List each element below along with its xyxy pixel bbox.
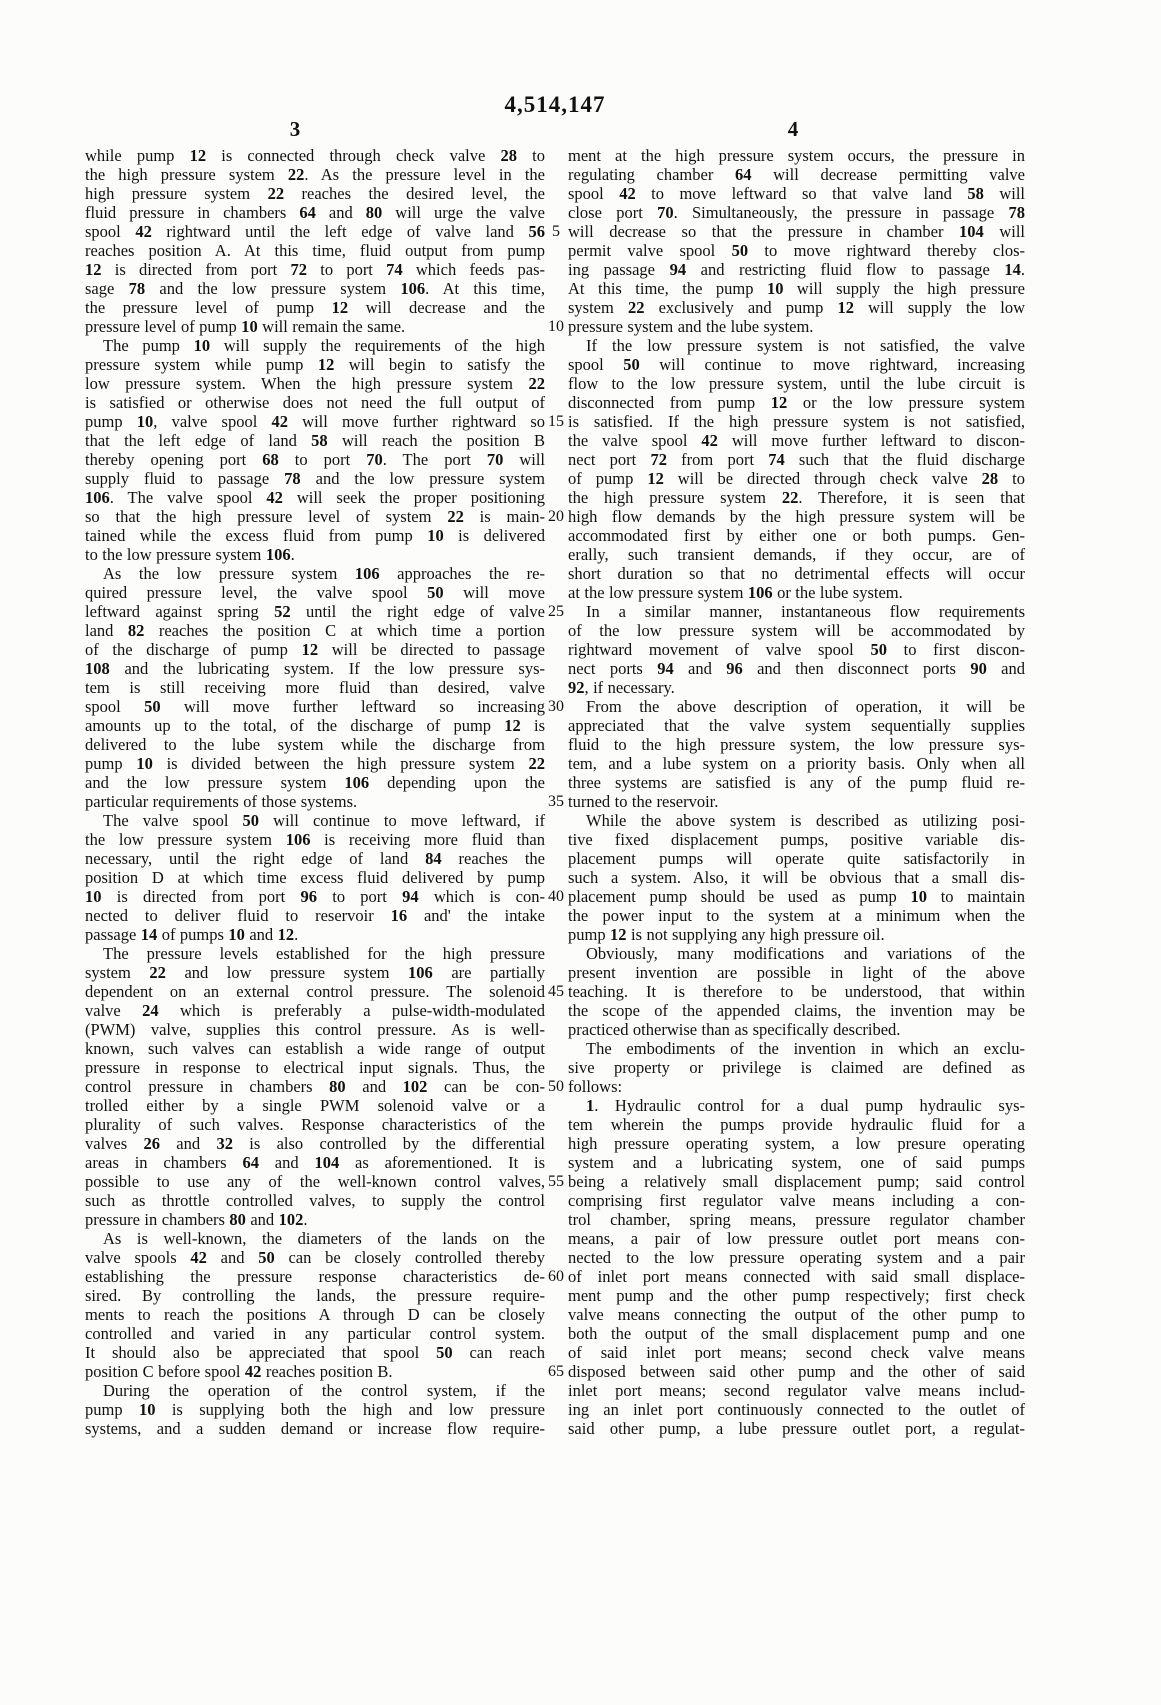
text-line: In a similar manner, instantaneous flow requirements [586, 602, 1025, 621]
text-line: sive property or privilege is claimed are defined as [568, 1058, 1025, 1077]
text-line: high pressure system 22 reaches the desired level, the [85, 184, 545, 203]
text-line: erally, such transient demands, if they occur, are of [568, 545, 1025, 564]
text-line: ment at the high pressure system occurs, the pressure in [568, 146, 1025, 165]
text-line: the valve spool 42 will move further leftward to discon- [568, 431, 1025, 450]
text-line: ing an inlet port continuously connected to the outlet of [568, 1400, 1025, 1419]
text-line: During the operation of the control system, if the [103, 1381, 545, 1400]
text-line: being a relatively small displacement pump; said control [568, 1172, 1025, 1191]
text-line: practiced otherwise than as specifically described. [568, 1020, 901, 1039]
text-line: fluid pressure in chambers 64 and 80 will urge the valve [85, 203, 545, 222]
text-line: the low pressure system 106 is receiving more fluid than [85, 830, 545, 849]
paragraph [568, 944, 1025, 1039]
paragraph [85, 146, 545, 336]
paragraph [85, 1381, 545, 1438]
text-line: delivered to the lube system while the discharge from [85, 735, 545, 754]
paragraph [568, 697, 1025, 811]
line-number: 40 [548, 888, 564, 905]
text-line: amounts up to the total, of the discharge of pump 12 is [85, 716, 545, 735]
text-line: spool 50 will continue to move rightward, increasing [568, 355, 1025, 374]
text-line: follows: [568, 1077, 623, 1096]
text-line: at the low pressure system 106 or the lube system. [568, 583, 903, 602]
text-line: land 82 reaches the position C at which time a portion [85, 621, 545, 640]
text-line: valve means connecting the output of the other pump to [568, 1305, 1025, 1324]
line-number: 55 [548, 1173, 564, 1190]
text-line: nect ports 94 and 96 and then disconnect ports 90 and [568, 659, 1025, 678]
text-line: is satisfied or otherwise does not need the full output of [85, 393, 545, 412]
text-line: short duration so that no detrimental effects will occur [568, 564, 1025, 583]
text-line: high pressure operating system, a low presure operating [568, 1134, 1025, 1153]
text-line: placement pumps will operate quite satisfactorily in [568, 849, 1025, 868]
text-line: ing passage 94 and restricting fluid flow to passage 14. [568, 260, 1025, 279]
text-line: system and a lubricating system, one of said pumps [568, 1153, 1025, 1172]
text-line: dependent on an external control pressure. The solenoid [85, 982, 545, 1001]
paragraph [568, 1096, 1025, 1438]
text-line: means, a pair of low pressure outlet port means con- [568, 1229, 1025, 1248]
text-line: to the low pressure system 106. [85, 545, 295, 564]
text-line: pressure in response to electrical input signals. Thus, the [85, 1058, 545, 1077]
text-line: The valve spool 50 will continue to move leftward, if [103, 811, 545, 830]
text-line: appreciated that the valve system sequentially supplies [568, 716, 1025, 735]
text-line: said other pump, a lube pressure outlet port, a regulat- [568, 1419, 1025, 1438]
text-line: tive fixed displacement pumps, positive variable dis- [568, 830, 1025, 849]
text-line: will decrease so that the pressure in chamber 104 will [568, 222, 1025, 241]
paragraph [568, 336, 1025, 602]
text-line: regulating chamber 64 will decrease permitting valve [568, 165, 1025, 184]
column-number-right: 4 [787, 117, 799, 141]
text-line: inlet port means; second regulator valve means includ- [568, 1381, 1025, 1400]
text-line: 1. Hydraulic control for a dual pump hydraulic sys- [586, 1096, 1025, 1115]
line-number: 50 [548, 1078, 564, 1095]
text-line: nect port 72 from port 74 such that the fluid discharge [568, 450, 1025, 469]
text-line: of inlet port means connected with said small displace- [568, 1267, 1025, 1286]
text-line: sage 78 and the low pressure system 106. At this time, [85, 279, 545, 298]
text-line: ment pump and the other pump respectively; first check [568, 1286, 1025, 1305]
text-line: both the output of the small displacement pump and one [568, 1324, 1025, 1343]
text-line: leftward against spring 52 until the right edge of valve [85, 602, 545, 621]
text-line: thereby opening port 68 to port 70. The port 70 will [85, 450, 545, 469]
text-line: that the left edge of land 58 will reach the position B [85, 431, 545, 450]
right-text-column [568, 146, 1025, 1438]
line-number: 35 [548, 793, 564, 810]
text-line: pressure system while pump 12 will begin to satisfy the [85, 355, 545, 374]
text-line: As is well-known, the diameters of the lands on the [103, 1229, 545, 1248]
text-line: position D at which time excess fluid delivered by pump [85, 868, 545, 887]
text-line: pressure in chambers 80 and 102. [85, 1210, 308, 1229]
text-line: 106. The valve spool 42 will seek the proper positioning [85, 488, 545, 507]
text-line: While the above system is described as utilizing posi- [586, 811, 1025, 830]
text-line: At this time, the pump 10 will supply the high pressure [568, 279, 1025, 298]
text-line: If the low pressure system is not satisfied, the valve [586, 336, 1025, 355]
text-line: and the low pressure system 106 depending upon the [85, 773, 545, 792]
text-line: passage 14 of pumps 10 and 12. [85, 925, 299, 944]
text-line: close port 70. Simultaneously, the pressure in passage 78 [568, 203, 1025, 222]
patent-number: 4,514,147 [504, 92, 606, 117]
text-line: disconnected from pump 12 or the low pressure system [568, 393, 1025, 412]
text-line: so that the high pressure level of system 22 is main- [85, 507, 545, 526]
paragraph [85, 811, 545, 944]
text-line: present invention are possible in light of the above [568, 963, 1025, 982]
line-number: 30 [548, 698, 564, 715]
text-line: controlled and varied in any particular control system. [85, 1324, 545, 1343]
text-line: pump 10 is divided between the high pressure system 22 [85, 754, 545, 773]
text-line: low pressure system. When the high pressure system 22 [85, 374, 545, 393]
text-line: position C before spool 42 reaches position B. [85, 1362, 393, 1381]
line-number: 5 [552, 223, 560, 240]
text-line: trolled either by a single PWM solenoid valve or a [85, 1096, 545, 1115]
text-line: comprising first regulator valve means including a con- [568, 1191, 1025, 1210]
text-line: the pressure level of pump 12 will decrease and the [85, 298, 545, 317]
paragraph [568, 1039, 1025, 1096]
text-line: spool 50 will move further leftward so increasing [85, 697, 545, 716]
text-line: establishing the pressure response characteristics de- [85, 1267, 545, 1286]
text-line: control pressure in chambers 80 and 102 can be con- [85, 1077, 545, 1096]
text-line: tem wherein the pumps provide hydraulic fluid for a [568, 1115, 1025, 1134]
text-line: 12 is directed from port 72 to port 74 which feeds pas- [85, 260, 545, 279]
text-line: As the low pressure system 106 approaches the re- [103, 564, 545, 583]
text-line: (PWM) valve, supplies this control pressure. As is well- [85, 1020, 545, 1039]
text-line: placement pump should be used as pump 10 to maintain [568, 887, 1025, 906]
text-line: valves 26 and 32 is also controlled by the differential [85, 1134, 545, 1153]
text-line: The pressure levels established for the high pressure [103, 944, 545, 963]
line-number: 60 [548, 1268, 564, 1285]
text-line: is satisfied. If the high pressure system is not satisfied, [568, 412, 1025, 431]
paragraph [85, 944, 545, 1229]
text-line: such a system. Also, it will be obvious that a small dis- [568, 868, 1025, 887]
line-number: 25 [548, 603, 564, 620]
text-line: 108 and the lubricating system. If the low pressure sys- [85, 659, 545, 678]
text-line: nected to deliver fluid to reservoir 16 and' the intake [85, 906, 545, 925]
line-number: 10 [548, 318, 564, 335]
text-line: supply fluid to passage 78 and the low pressure system [85, 469, 545, 488]
text-line: It should also be appreciated that spool 50 can reach [85, 1343, 545, 1362]
text-line: sired. By controlling the lands, the pressure require- [85, 1286, 545, 1305]
text-line: necessary, until the right edge of land 84 reaches the [85, 849, 545, 868]
text-line: fluid to the high pressure system, the low pressure sys- [568, 735, 1025, 754]
text-line: teaching. It is therefore to be understood, that within [568, 982, 1025, 1001]
text-line: tem, and a lube system on a priority basis. Only when all [568, 754, 1025, 773]
text-line: the power input to the system at a minimum when the [568, 906, 1025, 925]
text-line: the high pressure system 22. Therefore, it is seen that [568, 488, 1025, 507]
text-line: plurality of such valves. Response characteristics of the [85, 1115, 545, 1134]
paragraph [568, 811, 1025, 944]
text-line: reaches position A. At this time, fluid output from pump [85, 241, 545, 260]
text-line: nected to the low pressure operating system and a pair [568, 1248, 1025, 1267]
text-line: high flow demands by the high pressure system will be [568, 507, 1025, 526]
text-line: rightward movement of valve spool 50 to first discon- [568, 640, 1025, 659]
text-line: pressure level of pump 10 will remain the same. [85, 317, 406, 336]
text-line: such as throttle controlled valves, to supply the control [85, 1191, 545, 1210]
text-line: possible to use any of the well-known control valves, [85, 1172, 545, 1191]
left-text-column [85, 146, 545, 1438]
text-line: pump 10, valve spool 42 will move further rightward so [85, 412, 545, 431]
text-line: particular requirements of those systems. [85, 792, 358, 811]
text-line: pump 12 is not supplying any high pressure oil. [568, 925, 885, 944]
text-line: system 22 and low pressure system 106 are partially [85, 963, 545, 982]
text-line: 92, if necessary. [568, 678, 675, 697]
line-number: 65 [548, 1363, 564, 1380]
text-line: system 22 exclusively and pump 12 will supply the low [568, 298, 1025, 317]
text-line: of the discharge of pump 12 will be directed to passage [85, 640, 545, 659]
text-line: spool 42 to move leftward so that valve land 58 will [568, 184, 1025, 203]
line-number: 15 [548, 413, 564, 430]
text-line: of the low pressure system will be accommodated by [568, 621, 1025, 640]
text-line: while pump 12 is connected through check valve 28 to [85, 146, 545, 165]
text-line: 10 is directed from port 96 to port 94 which is con- [85, 887, 545, 906]
text-line: From the above description of operation, it will be [586, 697, 1025, 716]
text-line: of said inlet port means; second check valve means [568, 1343, 1025, 1362]
line-number: 20 [548, 508, 564, 525]
text-line: areas in chambers 64 and 104 as aforementioned. It is [85, 1153, 545, 1172]
text-line: systems, and a sudden demand or increase flow require- [85, 1419, 545, 1438]
text-line: spool 42 rightward until the left edge of valve land 56 [85, 222, 545, 241]
text-line: accommodated first by either one or both pumps. Gen- [568, 526, 1025, 545]
text-line: three systems are satisfied is any of the pump fluid re- [568, 773, 1025, 792]
text-line: tem is still receiving more fluid than desired, valve [85, 678, 545, 697]
text-line: trol chamber, spring means, pressure regulator chamber [568, 1210, 1025, 1229]
text-line: tained while the excess fluid from pump 10 is delivered [85, 526, 545, 545]
text-line: pressure system and the lube system. [568, 317, 814, 336]
paragraph [568, 146, 1025, 336]
paragraph [568, 602, 1025, 697]
text-line: the high pressure system 22. As the pressure level in the [85, 165, 545, 184]
paragraph [85, 1229, 545, 1381]
text-line: disposed between said other pump and the other of said [568, 1362, 1025, 1381]
text-line: known, such valves can establish a wide range of output [85, 1039, 545, 1058]
text-line: permit valve spool 50 to move rightward thereby clos- [568, 241, 1025, 260]
text-line: valve 24 which is preferably a pulse-width-modulated [85, 1001, 545, 1020]
text-line: The embodiments of the invention in which an exclu- [586, 1039, 1025, 1058]
text-line: of pump 12 will be directed through check valve 28 to [568, 469, 1025, 488]
text-line: ments to reach the positions A through D can be closely [85, 1305, 545, 1324]
text-line: flow to the low pressure system, until the lube circuit is [568, 374, 1025, 393]
text-line: pump 10 is supplying both the high and low pressure [85, 1400, 545, 1419]
text-line: the scope of the appended claims, the invention may be [568, 1001, 1025, 1020]
text-line: valve spools 42 and 50 can be closely controlled thereby [85, 1248, 545, 1267]
text-line: quired pressure level, the valve spool 50 will move [85, 583, 545, 602]
line-number: 45 [548, 983, 564, 1000]
text-line: Obviously, many modifications and variations of the [586, 944, 1025, 963]
text-line: turned to the reservoir. [568, 792, 719, 811]
paragraph [85, 564, 545, 811]
text-line: The pump 10 will supply the requirements of the high [103, 336, 545, 355]
paragraph [85, 336, 545, 564]
column-number-left: 3 [289, 117, 301, 141]
